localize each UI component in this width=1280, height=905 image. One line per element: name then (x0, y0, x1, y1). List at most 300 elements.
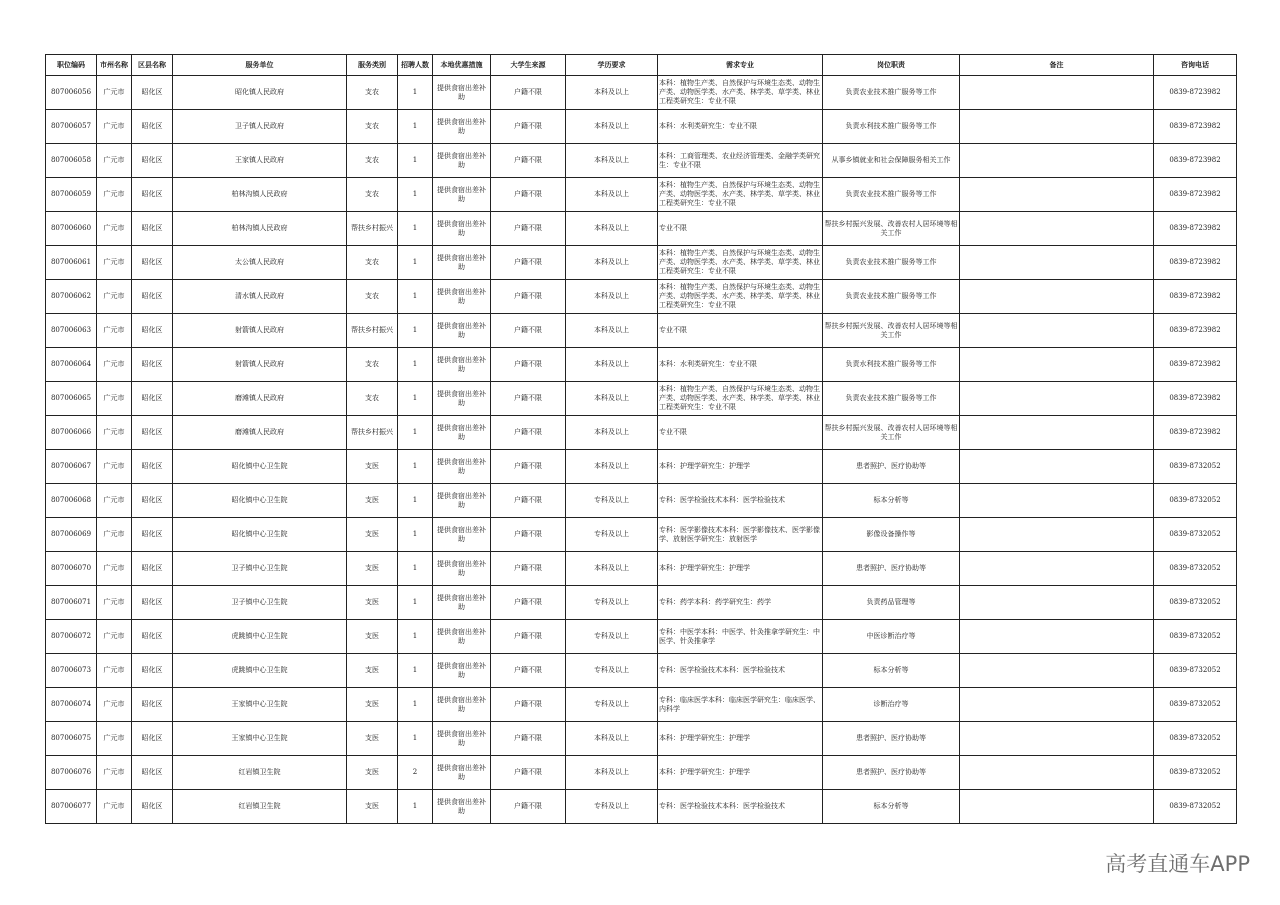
cell-city: 广元市 (97, 620, 132, 654)
cell-edu: 本科及以上 (566, 722, 658, 756)
cell-city: 广元市 (97, 246, 132, 280)
cell-duty: 帮扶乡村振兴发展、改善农村人居环境等相关工作 (823, 314, 960, 348)
cell-city: 广元市 (97, 586, 132, 620)
cell-duty: 负责农业技术推广服务等工作 (823, 76, 960, 110)
cell-edu: 专科及以上 (566, 688, 658, 722)
cell-duty: 负责药品管理等 (823, 586, 960, 620)
cell-unit: 红岩镇卫生院 (173, 790, 347, 824)
table-row (46, 722, 1237, 756)
cell-note (960, 178, 1154, 212)
cell-edu: 本科及以上 (566, 756, 658, 790)
cell-unit: 昭化镇中心卫生院 (173, 450, 347, 484)
cell-major: 本科：护理学研究生：护理学 (658, 552, 823, 586)
cell-county: 昭化区 (132, 280, 173, 314)
cell-note (960, 586, 1154, 620)
cell-note (960, 552, 1154, 586)
cell-major: 本科：护理学研究生：护理学 (658, 756, 823, 790)
table-row (46, 348, 1237, 382)
cell-county: 昭化区 (132, 178, 173, 212)
cell-code: 807006074 (46, 688, 97, 722)
cell-source: 户籍不限 (491, 416, 566, 450)
cell-count: 1 (398, 246, 433, 280)
cell-count: 1 (398, 212, 433, 246)
cell-duty: 帮扶乡村振兴发展、改善农村人居环境等相关工作 (823, 212, 960, 246)
cell-city: 广元市 (97, 654, 132, 688)
table-row (46, 688, 1237, 722)
cell-phone: 0839-8732052 (1154, 756, 1237, 790)
cell-county: 昭化区 (132, 790, 173, 824)
cell-county: 昭化区 (132, 416, 173, 450)
cell-code: 807006071 (46, 586, 97, 620)
cell-phone: 0839-8723982 (1154, 382, 1237, 416)
cell-duty: 标本分析等 (823, 790, 960, 824)
cell-county: 昭化区 (132, 144, 173, 178)
cell-duty: 患者照护、医疗协助等 (823, 756, 960, 790)
cell-major: 专科：医学影像技术本科：医学影像技术、医学影像学、放射医学研究生：放射医学 (658, 518, 823, 552)
table-row (46, 212, 1237, 246)
cell-unit: 红岩镇卫生院 (173, 756, 347, 790)
cell-city: 广元市 (97, 280, 132, 314)
cell-major: 本科：植物生产类、自然保护与环境生态类、动物生产类、动物医学类、水产类、林学类、草学类、林业工程类研究生：专业不限 (658, 246, 823, 280)
cell-count: 1 (398, 790, 433, 824)
cell-unit: 太公镇人民政府 (173, 246, 347, 280)
cell-duty: 患者照护、医疗协助等 (823, 552, 960, 586)
cell-duty: 负责农业技术推广服务等工作 (823, 280, 960, 314)
cell-edu: 专科及以上 (566, 518, 658, 552)
table-row (46, 620, 1237, 654)
cell-duty: 帮扶乡村振兴发展、改善农村人居环境等相关工作 (823, 416, 960, 450)
cell-phone: 0839-8732052 (1154, 586, 1237, 620)
cell-source: 户籍不限 (491, 552, 566, 586)
cell-major: 专科：中医学本科：中医学、针灸推拿学研究生：中医学、针灸推拿学 (658, 620, 823, 654)
cell-code: 807006059 (46, 178, 97, 212)
cell-major: 专科：临床医学本科：临床医学研究生：临床医学、内科学 (658, 688, 823, 722)
cell-count: 1 (398, 722, 433, 756)
cell-benefit: 提供食宿出差补助 (433, 280, 491, 314)
cell-note (960, 654, 1154, 688)
cell-city: 广元市 (97, 110, 132, 144)
cell-count: 1 (398, 280, 433, 314)
cell-unit: 射箭镇人民政府 (173, 348, 347, 382)
cell-count: 1 (398, 76, 433, 110)
cell-duty: 负责农业技术推广服务等工作 (823, 178, 960, 212)
cell-county: 昭化区 (132, 518, 173, 552)
cell-count: 1 (398, 178, 433, 212)
table-row (46, 586, 1237, 620)
cell-note (960, 110, 1154, 144)
cell-note (960, 348, 1154, 382)
cell-note (960, 756, 1154, 790)
cell-major: 本科：工商管理类、农业经济管理类、金融学类研究生：专业不限 (658, 144, 823, 178)
col-header-code: 职位编码 (46, 55, 97, 76)
col-header-note: 备注 (960, 55, 1154, 76)
cell-benefit: 提供食宿出差补助 (433, 382, 491, 416)
cell-county: 昭化区 (132, 756, 173, 790)
cell-count: 1 (398, 382, 433, 416)
cell-code: 807006073 (46, 654, 97, 688)
cell-major: 本科：植物生产类、自然保护与环境生态类、动物生产类、动物医学类、水产类、林学类、草学类、林业工程类研究生：专业不限 (658, 76, 823, 110)
cell-count: 2 (398, 756, 433, 790)
cell-city: 广元市 (97, 688, 132, 722)
cell-edu: 本科及以上 (566, 348, 658, 382)
cell-edu: 专科及以上 (566, 654, 658, 688)
cell-count: 1 (398, 348, 433, 382)
cell-major: 本科：护理学研究生：护理学 (658, 722, 823, 756)
cell-duty: 患者照护、医疗协助等 (823, 722, 960, 756)
cell-edu: 本科及以上 (566, 144, 658, 178)
cell-county: 昭化区 (132, 314, 173, 348)
cell-edu: 本科及以上 (566, 280, 658, 314)
table-row (46, 178, 1237, 212)
cell-major: 本科：水利类研究生：专业不限 (658, 348, 823, 382)
cell-city: 广元市 (97, 484, 132, 518)
cell-code: 807006076 (46, 756, 97, 790)
col-header-city: 市州名称 (97, 55, 132, 76)
cell-benefit: 提供食宿出差补助 (433, 620, 491, 654)
cell-unit: 柏林沟镇人民政府 (173, 212, 347, 246)
cell-count: 1 (398, 586, 433, 620)
cell-unit: 磨滩镇人民政府 (173, 416, 347, 450)
cell-note (960, 484, 1154, 518)
cell-county: 昭化区 (132, 348, 173, 382)
cell-major: 专业不限 (658, 212, 823, 246)
cell-code: 807006075 (46, 722, 97, 756)
cell-source: 户籍不限 (491, 586, 566, 620)
table-body (46, 76, 1237, 824)
cell-benefit: 提供食宿出差补助 (433, 348, 491, 382)
cell-count: 1 (398, 314, 433, 348)
header-row (46, 55, 1237, 76)
cell-note (960, 144, 1154, 178)
cell-count: 1 (398, 484, 433, 518)
table-row (46, 314, 1237, 348)
cell-note (960, 518, 1154, 552)
cell-phone: 0839-8732052 (1154, 484, 1237, 518)
cell-category: 支医 (347, 688, 398, 722)
cell-unit: 柏林沟镇人民政府 (173, 178, 347, 212)
cell-source: 户籍不限 (491, 280, 566, 314)
cell-edu: 本科及以上 (566, 178, 658, 212)
cell-source: 户籍不限 (491, 382, 566, 416)
cell-edu: 本科及以上 (566, 212, 658, 246)
cell-county: 昭化区 (132, 110, 173, 144)
cell-county: 昭化区 (132, 654, 173, 688)
cell-phone: 0839-8732052 (1154, 620, 1237, 654)
cell-phone: 0839-8732052 (1154, 552, 1237, 586)
cell-county: 昭化区 (132, 382, 173, 416)
cell-note (960, 688, 1154, 722)
cell-code: 807006060 (46, 212, 97, 246)
cell-category: 支医 (347, 518, 398, 552)
cell-source: 户籍不限 (491, 246, 566, 280)
cell-benefit: 提供食宿出差补助 (433, 110, 491, 144)
cell-benefit: 提供食宿出差补助 (433, 144, 491, 178)
cell-category: 支医 (347, 586, 398, 620)
cell-code: 807006062 (46, 280, 97, 314)
cell-county: 昭化区 (132, 76, 173, 110)
cell-county: 昭化区 (132, 212, 173, 246)
cell-duty: 负责水利技术推广服务等工作 (823, 348, 960, 382)
cell-phone: 0839-8732052 (1154, 790, 1237, 824)
cell-county: 昭化区 (132, 688, 173, 722)
col-header-benefit: 本地优惠措施 (433, 55, 491, 76)
cell-note (960, 280, 1154, 314)
cell-category: 支农 (347, 382, 398, 416)
cell-benefit: 提供食宿出差补助 (433, 484, 491, 518)
cell-benefit: 提供食宿出差补助 (433, 586, 491, 620)
cell-city: 广元市 (97, 314, 132, 348)
table-row (46, 518, 1237, 552)
cell-major: 本科：水利类研究生：专业不限 (658, 110, 823, 144)
cell-source: 户籍不限 (491, 484, 566, 518)
cell-category: 支医 (347, 450, 398, 484)
cell-county: 昭化区 (132, 722, 173, 756)
cell-edu: 本科及以上 (566, 450, 658, 484)
cell-city: 广元市 (97, 348, 132, 382)
cell-county: 昭化区 (132, 450, 173, 484)
cell-source: 户籍不限 (491, 620, 566, 654)
cell-unit: 虎跳镇中心卫生院 (173, 654, 347, 688)
cell-phone: 0839-8723982 (1154, 348, 1237, 382)
cell-category: 支农 (347, 144, 398, 178)
cell-unit: 昭化镇中心卫生院 (173, 518, 347, 552)
cell-count: 1 (398, 110, 433, 144)
cell-phone: 0839-8732052 (1154, 450, 1237, 484)
cell-city: 广元市 (97, 518, 132, 552)
col-header-phone: 咨询电话 (1154, 55, 1237, 76)
cell-edu: 本科及以上 (566, 246, 658, 280)
cell-county: 昭化区 (132, 484, 173, 518)
cell-duty: 负责农业技术推广服务等工作 (823, 246, 960, 280)
cell-code: 807006070 (46, 552, 97, 586)
cell-county: 昭化区 (132, 246, 173, 280)
cell-count: 1 (398, 620, 433, 654)
cell-note (960, 314, 1154, 348)
cell-note (960, 382, 1154, 416)
cell-benefit: 提供食宿出差补助 (433, 212, 491, 246)
table-row (46, 552, 1237, 586)
cell-source: 户籍不限 (491, 110, 566, 144)
cell-benefit: 提供食宿出差补助 (433, 688, 491, 722)
cell-note (960, 722, 1154, 756)
cell-code: 807006056 (46, 76, 97, 110)
cell-county: 昭化区 (132, 620, 173, 654)
cell-category: 支医 (347, 790, 398, 824)
cell-city: 广元市 (97, 722, 132, 756)
cell-code: 807006072 (46, 620, 97, 654)
cell-note (960, 246, 1154, 280)
cell-count: 1 (398, 518, 433, 552)
cell-edu: 本科及以上 (566, 314, 658, 348)
cell-unit: 虎跳镇中心卫生院 (173, 620, 347, 654)
cell-benefit: 提供食宿出差补助 (433, 552, 491, 586)
cell-source: 户籍不限 (491, 144, 566, 178)
cell-source: 户籍不限 (491, 790, 566, 824)
cell-source: 户籍不限 (491, 722, 566, 756)
cell-city: 广元市 (97, 416, 132, 450)
cell-edu: 专科及以上 (566, 790, 658, 824)
cell-category: 支医 (347, 552, 398, 586)
cell-count: 1 (398, 688, 433, 722)
cell-unit: 王家镇中心卫生院 (173, 688, 347, 722)
cell-note (960, 790, 1154, 824)
cell-source: 户籍不限 (491, 518, 566, 552)
cell-duty: 标本分析等 (823, 484, 960, 518)
cell-city: 广元市 (97, 144, 132, 178)
cell-count: 1 (398, 552, 433, 586)
cell-category: 支农 (347, 110, 398, 144)
cell-duty: 从事乡镇就业和社会保障服务相关工作 (823, 144, 960, 178)
cell-unit: 昭化镇中心卫生院 (173, 484, 347, 518)
cell-phone: 0839-8723982 (1154, 76, 1237, 110)
cell-category: 帮扶乡村振兴 (347, 416, 398, 450)
cell-major: 专业不限 (658, 416, 823, 450)
cell-phone: 0839-8723982 (1154, 416, 1237, 450)
cell-duty: 影像设备操作等 (823, 518, 960, 552)
cell-edu: 专科及以上 (566, 586, 658, 620)
cell-edu: 专科及以上 (566, 484, 658, 518)
cell-category: 支农 (347, 76, 398, 110)
cell-major: 专科：医学检验技术本科：医学检验技术 (658, 790, 823, 824)
cell-note (960, 76, 1154, 110)
cell-phone: 0839-8723982 (1154, 246, 1237, 280)
cell-city: 广元市 (97, 790, 132, 824)
cell-source: 户籍不限 (491, 688, 566, 722)
cell-duty: 诊断治疗等 (823, 688, 960, 722)
cell-category: 支医 (347, 620, 398, 654)
cell-source: 户籍不限 (491, 212, 566, 246)
cell-edu: 本科及以上 (566, 110, 658, 144)
cell-major: 本科：植物生产类、自然保护与环境生态类、动物生产类、动物医学类、水产类、林学类、草学类、林业工程类研究生：专业不限 (658, 280, 823, 314)
cell-category: 支医 (347, 654, 398, 688)
cell-category: 支农 (347, 348, 398, 382)
table-row (46, 246, 1237, 280)
cell-city: 广元市 (97, 178, 132, 212)
col-header-count: 招聘人数 (398, 55, 433, 76)
cell-note (960, 450, 1154, 484)
cell-count: 1 (398, 144, 433, 178)
cell-unit: 清水镇人民政府 (173, 280, 347, 314)
table-row (46, 790, 1237, 824)
cell-code: 807006066 (46, 416, 97, 450)
cell-code: 807006069 (46, 518, 97, 552)
table-row (46, 484, 1237, 518)
cell-unit: 王家镇中心卫生院 (173, 722, 347, 756)
cell-unit: 王家镇人民政府 (173, 144, 347, 178)
cell-benefit: 提供食宿出差补助 (433, 178, 491, 212)
cell-code: 807006057 (46, 110, 97, 144)
col-header-major: 需求专业 (658, 55, 823, 76)
table-row (46, 280, 1237, 314)
cell-category: 支农 (347, 246, 398, 280)
cell-benefit: 提供食宿出差补助 (433, 518, 491, 552)
col-header-source: 大学生来源 (491, 55, 566, 76)
cell-edu: 专科及以上 (566, 620, 658, 654)
cell-code: 807006064 (46, 348, 97, 382)
cell-phone: 0839-8723982 (1154, 110, 1237, 144)
cell-benefit: 提供食宿出差补助 (433, 654, 491, 688)
cell-category: 支医 (347, 484, 398, 518)
col-header-category: 服务类别 (347, 55, 398, 76)
cell-phone: 0839-8723982 (1154, 314, 1237, 348)
col-header-county: 区县名称 (132, 55, 173, 76)
cell-source: 户籍不限 (491, 76, 566, 110)
cell-category: 支农 (347, 178, 398, 212)
cell-city: 广元市 (97, 382, 132, 416)
cell-major: 专科：医学检验技术本科：医学检验技术 (658, 484, 823, 518)
cell-code: 807006065 (46, 382, 97, 416)
cell-category: 支医 (347, 756, 398, 790)
cell-note (960, 212, 1154, 246)
cell-county: 昭化区 (132, 586, 173, 620)
cell-edu: 本科及以上 (566, 416, 658, 450)
cell-source: 户籍不限 (491, 756, 566, 790)
cell-duty: 负责农业技术推广服务等工作 (823, 382, 960, 416)
cell-city: 广元市 (97, 450, 132, 484)
cell-code: 807006063 (46, 314, 97, 348)
cell-duty: 标本分析等 (823, 654, 960, 688)
watermark-text: 高考直通车APP (1105, 852, 1250, 876)
cell-benefit: 提供食宿出差补助 (433, 450, 491, 484)
cell-code: 807006067 (46, 450, 97, 484)
cell-source: 户籍不限 (491, 178, 566, 212)
cell-benefit: 提供食宿出差补助 (433, 416, 491, 450)
cell-edu: 本科及以上 (566, 552, 658, 586)
table-row (46, 144, 1237, 178)
cell-source: 户籍不限 (491, 654, 566, 688)
cell-code: 807006077 (46, 790, 97, 824)
cell-code: 807006061 (46, 246, 97, 280)
col-header-unit: 服务单位 (173, 55, 347, 76)
cell-code: 807006068 (46, 484, 97, 518)
cell-duty: 负责水利技术推广服务等工作 (823, 110, 960, 144)
cell-major: 本科：护理学研究生：护理学 (658, 450, 823, 484)
table-row (46, 110, 1237, 144)
cell-phone: 0839-8723982 (1154, 212, 1237, 246)
cell-benefit: 提供食宿出差补助 (433, 314, 491, 348)
cell-city: 广元市 (97, 756, 132, 790)
cell-phone: 0839-8732052 (1154, 722, 1237, 756)
cell-major: 本科：植物生产类、自然保护与环境生态类、动物生产类、动物医学类、水产类、林学类、草学类、林业工程类研究生：专业不限 (658, 382, 823, 416)
table-row (46, 416, 1237, 450)
cell-category: 支医 (347, 722, 398, 756)
cell-unit: 卫子镇中心卫生院 (173, 586, 347, 620)
table-row (46, 654, 1237, 688)
cell-phone: 0839-8723982 (1154, 178, 1237, 212)
cell-unit: 卫子镇中心卫生院 (173, 552, 347, 586)
cell-city: 广元市 (97, 76, 132, 110)
cell-edu: 本科及以上 (566, 76, 658, 110)
cell-phone: 0839-8723982 (1154, 280, 1237, 314)
cell-source: 户籍不限 (491, 314, 566, 348)
col-header-duty: 岗位职责 (823, 55, 960, 76)
cell-city: 广元市 (97, 212, 132, 246)
cell-major: 专业不限 (658, 314, 823, 348)
table-row (46, 76, 1237, 110)
cell-count: 1 (398, 654, 433, 688)
cell-note (960, 416, 1154, 450)
cell-benefit: 提供食宿出差补助 (433, 76, 491, 110)
cell-duty: 中医诊断治疗等 (823, 620, 960, 654)
cell-county: 昭化区 (132, 552, 173, 586)
cell-code: 807006058 (46, 144, 97, 178)
table-row (46, 450, 1237, 484)
col-header-edu: 学历要求 (566, 55, 658, 76)
cell-unit: 卫子镇人民政府 (173, 110, 347, 144)
cell-count: 1 (398, 450, 433, 484)
cell-benefit: 提供食宿出差补助 (433, 246, 491, 280)
cell-unit: 昭化镇人民政府 (173, 76, 347, 110)
